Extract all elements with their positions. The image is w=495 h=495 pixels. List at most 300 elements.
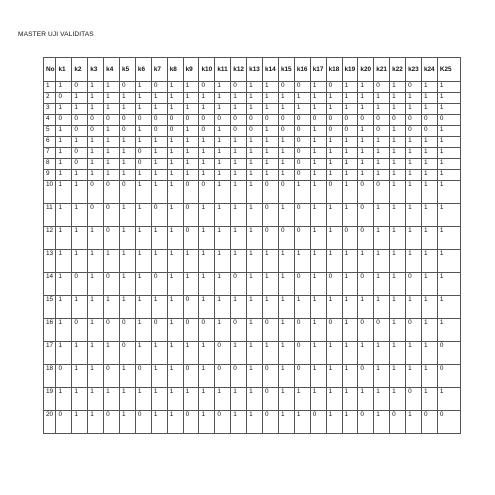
score-cell: 1 (278, 388, 294, 411)
score-cell: 1 (294, 411, 310, 434)
score-cell: 0 (406, 388, 422, 411)
score-cell: 1 (390, 104, 406, 115)
score-cell: 1 (215, 159, 231, 170)
score-cell: 1 (278, 148, 294, 159)
score-cell: 0 (263, 204, 279, 227)
score-cell: 1 (342, 296, 358, 319)
score-cell: 0 (294, 126, 310, 137)
score-cell: 0 (294, 159, 310, 170)
row-number-cell: 10 (44, 181, 56, 204)
score-cell: 1 (263, 93, 279, 104)
score-cell: 1 (199, 227, 215, 250)
score-cell: 1 (342, 159, 358, 170)
score-cell: 1 (183, 104, 199, 115)
score-cell: 1 (167, 159, 183, 170)
score-cell: 1 (215, 319, 231, 342)
score-cell: 1 (342, 93, 358, 104)
document-title: MASTER UJI VALIDITAS (18, 31, 94, 38)
score-cell: 1 (326, 365, 342, 388)
column-header-k6: k6 (135, 58, 151, 82)
score-cell: 1 (326, 204, 342, 227)
score-cell: 1 (437, 137, 460, 148)
score-cell: 0 (183, 204, 199, 227)
score-cell: 1 (358, 93, 374, 104)
column-header-k16: k16 (294, 58, 310, 82)
score-cell: 1 (326, 227, 342, 250)
score-cell: 0 (263, 365, 279, 388)
score-cell: 0 (358, 319, 374, 342)
table-row (44, 250, 461, 273)
score-cell: 0 (294, 82, 310, 93)
score-cell: 1 (104, 250, 120, 273)
score-cell: 1 (406, 227, 422, 250)
table-row (44, 126, 461, 137)
score-cell: 1 (390, 342, 406, 365)
score-cell: 0 (437, 342, 460, 365)
score-cell: 1 (263, 273, 279, 296)
score-cell: 1 (120, 159, 136, 170)
score-cell: 0 (358, 115, 374, 126)
score-cell: 1 (437, 296, 460, 319)
score-cell: 1 (151, 227, 167, 250)
score-cell: 1 (310, 181, 326, 204)
table-row (44, 204, 461, 227)
score-cell: 1 (390, 388, 406, 411)
score-cell: 1 (167, 319, 183, 342)
score-cell: 1 (135, 250, 151, 273)
score-cell: 1 (183, 273, 199, 296)
score-cell: 1 (421, 388, 437, 411)
score-cell: 0 (294, 204, 310, 227)
score-cell: 1 (135, 227, 151, 250)
score-cell: 1 (310, 204, 326, 227)
score-cell: 1 (326, 296, 342, 319)
table-row (44, 411, 461, 434)
score-cell: 0 (183, 319, 199, 342)
score-cell: 0 (374, 82, 390, 93)
score-cell: 1 (278, 137, 294, 148)
score-cell: 1 (406, 250, 422, 273)
score-cell: 0 (326, 319, 342, 342)
score-cell: 1 (342, 250, 358, 273)
score-cell: 1 (263, 82, 279, 93)
column-header-k14: k14 (263, 58, 279, 82)
score-cell: 1 (56, 137, 72, 148)
score-cell: 1 (263, 296, 279, 319)
score-cell: 1 (421, 93, 437, 104)
column-header-k13: k13 (247, 58, 263, 82)
score-cell: 1 (310, 93, 326, 104)
score-cell: 1 (167, 204, 183, 227)
column-header-k4: k4 (104, 58, 120, 82)
score-cell: 1 (278, 319, 294, 342)
score-cell: 1 (358, 104, 374, 115)
score-cell: 1 (437, 82, 460, 93)
score-cell: 1 (199, 411, 215, 434)
score-cell: 0 (326, 115, 342, 126)
score-cell: 0 (72, 148, 88, 159)
score-cell: 1 (88, 82, 104, 93)
row-number-cell: 4 (44, 115, 56, 126)
score-cell: 1 (374, 365, 390, 388)
score-cell: 0 (167, 115, 183, 126)
score-cell: 1 (390, 126, 406, 137)
score-cell: 1 (247, 82, 263, 93)
score-cell: 1 (358, 342, 374, 365)
score-cell: 1 (151, 296, 167, 319)
column-header-k23: k23 (406, 58, 422, 82)
score-cell: 0 (56, 115, 72, 126)
score-cell: 1 (326, 104, 342, 115)
score-cell: 0 (215, 365, 231, 388)
score-cell: 0 (151, 126, 167, 137)
score-cell: 1 (88, 93, 104, 104)
score-cell: 1 (215, 93, 231, 104)
table-row (44, 388, 461, 411)
score-cell: 1 (437, 227, 460, 250)
score-cell: 1 (421, 104, 437, 115)
score-cell: 1 (199, 342, 215, 365)
score-cell: 1 (390, 82, 406, 93)
score-cell: 0 (294, 148, 310, 159)
score-cell: 0 (294, 342, 310, 365)
score-cell: 0 (151, 204, 167, 227)
score-cell: 1 (406, 204, 422, 227)
score-cell: 1 (167, 181, 183, 204)
score-cell: 1 (199, 365, 215, 388)
score-cell: 1 (231, 137, 247, 148)
score-cell: 1 (421, 342, 437, 365)
score-cell: 0 (120, 126, 136, 137)
score-cell: 1 (231, 181, 247, 204)
score-cell: 1 (56, 148, 72, 159)
score-cell: 1 (199, 250, 215, 273)
score-cell: 1 (406, 93, 422, 104)
score-cell: 0 (88, 126, 104, 137)
score-cell: 0 (278, 126, 294, 137)
score-cell: 1 (151, 93, 167, 104)
score-cell: 1 (390, 204, 406, 227)
score-cell: 0 (135, 411, 151, 434)
score-cell: 1 (135, 296, 151, 319)
score-cell: 1 (326, 170, 342, 181)
score-cell: 1 (326, 250, 342, 273)
score-cell: 0 (231, 115, 247, 126)
score-cell: 1 (120, 148, 136, 159)
score-cell: 1 (215, 227, 231, 250)
score-cell: 1 (358, 82, 374, 93)
column-header-k1: k1 (56, 58, 72, 82)
score-cell: 1 (231, 388, 247, 411)
row-number-cell: 1 (44, 82, 56, 93)
row-number-cell: 18 (44, 365, 56, 388)
score-cell: 1 (374, 296, 390, 319)
score-cell: 1 (167, 227, 183, 250)
score-cell: 1 (199, 137, 215, 148)
score-cell: 0 (278, 115, 294, 126)
score-cell: 1 (406, 411, 422, 434)
score-cell: 1 (263, 137, 279, 148)
row-number-cell: 6 (44, 137, 56, 148)
row-number-cell: 12 (44, 227, 56, 250)
score-cell: 1 (120, 104, 136, 115)
score-cell: 1 (342, 82, 358, 93)
score-cell: 1 (278, 273, 294, 296)
score-cell: 1 (294, 104, 310, 115)
table-row (44, 227, 461, 250)
score-cell: 1 (294, 181, 310, 204)
score-cell: 0 (104, 365, 120, 388)
score-cell: 0 (342, 227, 358, 250)
score-cell: 1 (247, 170, 263, 181)
score-cell: 1 (135, 319, 151, 342)
score-cell: 0 (247, 115, 263, 126)
score-cell: 1 (342, 388, 358, 411)
score-cell: 1 (151, 170, 167, 181)
score-cell: 0 (358, 365, 374, 388)
score-cell: 1 (374, 250, 390, 273)
score-cell: 1 (310, 250, 326, 273)
score-cell: 1 (358, 296, 374, 319)
score-cell: 1 (215, 148, 231, 159)
score-cell: 0 (199, 319, 215, 342)
score-cell: 1 (342, 411, 358, 434)
score-cell: 1 (421, 365, 437, 388)
score-cell: 0 (294, 227, 310, 250)
score-cell: 0 (406, 273, 422, 296)
score-cell: 1 (183, 159, 199, 170)
score-cell: 1 (88, 170, 104, 181)
score-cell: 0 (326, 82, 342, 93)
score-cell: 1 (406, 365, 422, 388)
score-cell: 0 (215, 411, 231, 434)
score-cell: 1 (167, 104, 183, 115)
score-cell: 1 (215, 137, 231, 148)
score-cell: 1 (263, 126, 279, 137)
score-cell: 0 (135, 115, 151, 126)
score-cell: 1 (421, 296, 437, 319)
table-row (44, 273, 461, 296)
score-cell: 0 (135, 148, 151, 159)
score-cell: 0 (120, 82, 136, 93)
score-cell: 0 (231, 82, 247, 93)
table-row (44, 148, 461, 159)
score-cell: 0 (151, 319, 167, 342)
score-cell: 1 (247, 273, 263, 296)
score-cell: 1 (135, 273, 151, 296)
score-cell: 1 (294, 250, 310, 273)
score-cell: 1 (72, 104, 88, 115)
score-cell: 0 (406, 82, 422, 93)
column-header-k9: k9 (183, 58, 199, 82)
score-cell: 1 (247, 137, 263, 148)
score-cell: 1 (231, 104, 247, 115)
score-cell: 1 (247, 181, 263, 204)
row-number-cell: 19 (44, 388, 56, 411)
score-cell: 1 (104, 93, 120, 104)
score-cell: 1 (263, 159, 279, 170)
column-header-k2: k2 (72, 58, 88, 82)
score-cell: 1 (294, 93, 310, 104)
score-cell: 1 (374, 159, 390, 170)
score-cell: 1 (104, 170, 120, 181)
score-cell: 1 (167, 148, 183, 159)
score-cell: 1 (374, 104, 390, 115)
score-cell: 1 (247, 342, 263, 365)
score-cell: 0 (263, 181, 279, 204)
score-cell: 0 (183, 296, 199, 319)
score-cell: 1 (72, 342, 88, 365)
score-cell: 1 (390, 227, 406, 250)
score-cell: 0 (88, 181, 104, 204)
score-cell: 0 (421, 115, 437, 126)
score-cell: 0 (437, 115, 460, 126)
score-cell: 1 (390, 365, 406, 388)
score-cell: 1 (374, 137, 390, 148)
score-cell: 1 (167, 388, 183, 411)
score-cell: 0 (104, 227, 120, 250)
score-cell: 1 (88, 411, 104, 434)
score-cell: 1 (406, 342, 422, 365)
score-cell: 1 (72, 181, 88, 204)
table-row (44, 104, 461, 115)
score-cell: 0 (183, 365, 199, 388)
score-cell: 1 (215, 273, 231, 296)
score-cell: 1 (231, 93, 247, 104)
score-cell: 1 (120, 388, 136, 411)
score-cell: 1 (72, 137, 88, 148)
score-cell: 1 (358, 388, 374, 411)
score-cell: 1 (390, 296, 406, 319)
score-cell: 1 (421, 181, 437, 204)
score-cell: 1 (56, 296, 72, 319)
score-cell: 0 (342, 115, 358, 126)
score-cell: 0 (278, 82, 294, 93)
score-cell: 1 (374, 342, 390, 365)
score-cell: 0 (231, 319, 247, 342)
score-cell: 0 (199, 126, 215, 137)
score-cell: 0 (56, 365, 72, 388)
column-header-k5: k5 (120, 58, 136, 82)
score-cell: 1 (167, 411, 183, 434)
score-cell: 1 (183, 170, 199, 181)
score-cell: 0 (263, 115, 279, 126)
score-cell: 1 (120, 250, 136, 273)
score-cell: 1 (437, 181, 460, 204)
score-cell: 1 (199, 388, 215, 411)
score-cell: 1 (56, 388, 72, 411)
score-cell: 0 (72, 159, 88, 170)
score-cell: 1 (72, 250, 88, 273)
score-cell: 1 (56, 126, 72, 137)
score-cell: 1 (406, 296, 422, 319)
table-row (44, 296, 461, 319)
score-cell: 1 (135, 181, 151, 204)
score-cell: 1 (437, 273, 460, 296)
score-cell: 1 (215, 82, 231, 93)
score-cell: 1 (72, 388, 88, 411)
score-cell: 1 (167, 170, 183, 181)
score-cell: 1 (135, 93, 151, 104)
score-cell: 0 (263, 411, 279, 434)
score-cell: 1 (215, 104, 231, 115)
score-cell: 1 (310, 126, 326, 137)
score-cell: 1 (278, 93, 294, 104)
column-header-k17: k17 (310, 58, 326, 82)
score-cell: 1 (247, 227, 263, 250)
score-cell: 1 (215, 170, 231, 181)
score-cell: 1 (278, 365, 294, 388)
score-cell: 1 (437, 93, 460, 104)
score-cell: 0 (183, 227, 199, 250)
table-row (44, 170, 461, 181)
score-cell: 0 (390, 411, 406, 434)
score-cell: 1 (342, 181, 358, 204)
score-cell: 1 (72, 365, 88, 388)
score-cell: 1 (310, 148, 326, 159)
score-cell: 1 (421, 273, 437, 296)
score-cell: 1 (406, 104, 422, 115)
score-cell: 1 (390, 159, 406, 170)
score-cell: 1 (135, 342, 151, 365)
score-cell: 1 (104, 137, 120, 148)
score-cell: 1 (231, 296, 247, 319)
score-cell: 1 (247, 159, 263, 170)
score-cell: 0 (72, 115, 88, 126)
score-cell: 1 (56, 181, 72, 204)
score-cell: 1 (88, 148, 104, 159)
score-cell: 1 (247, 296, 263, 319)
score-cell: 0 (151, 115, 167, 126)
score-cell: 1 (247, 93, 263, 104)
column-header-k21: k21 (374, 58, 390, 82)
score-cell: 1 (72, 204, 88, 227)
score-cell: 0 (104, 204, 120, 227)
score-cell: 1 (183, 126, 199, 137)
score-cell: 1 (358, 170, 374, 181)
score-cell: 0 (215, 115, 231, 126)
score-cell: 1 (151, 342, 167, 365)
score-cell: 1 (406, 148, 422, 159)
score-cell: 1 (167, 250, 183, 273)
column-header-k8: k8 (167, 58, 183, 82)
score-cell: 1 (56, 273, 72, 296)
score-cell: 1 (231, 342, 247, 365)
score-cell: 1 (310, 319, 326, 342)
score-cell: 1 (421, 319, 437, 342)
score-cell: 1 (88, 137, 104, 148)
score-cell: 0 (374, 126, 390, 137)
score-cell: 0 (231, 273, 247, 296)
score-cell: 1 (135, 170, 151, 181)
score-cell: 1 (326, 159, 342, 170)
score-cell: 1 (104, 126, 120, 137)
score-cell: 1 (390, 137, 406, 148)
score-cell: 1 (278, 296, 294, 319)
score-cell: 1 (88, 227, 104, 250)
score-cell: 1 (56, 342, 72, 365)
score-cell: 1 (231, 148, 247, 159)
row-number-cell: 2 (44, 93, 56, 104)
score-cell: 1 (437, 319, 460, 342)
score-cell: 0 (310, 115, 326, 126)
score-cell: 1 (406, 170, 422, 181)
score-cell: 1 (72, 411, 88, 434)
score-cell: 0 (342, 126, 358, 137)
score-cell: 1 (215, 126, 231, 137)
score-cell: 1 (358, 137, 374, 148)
column-header-no: No (44, 58, 56, 82)
